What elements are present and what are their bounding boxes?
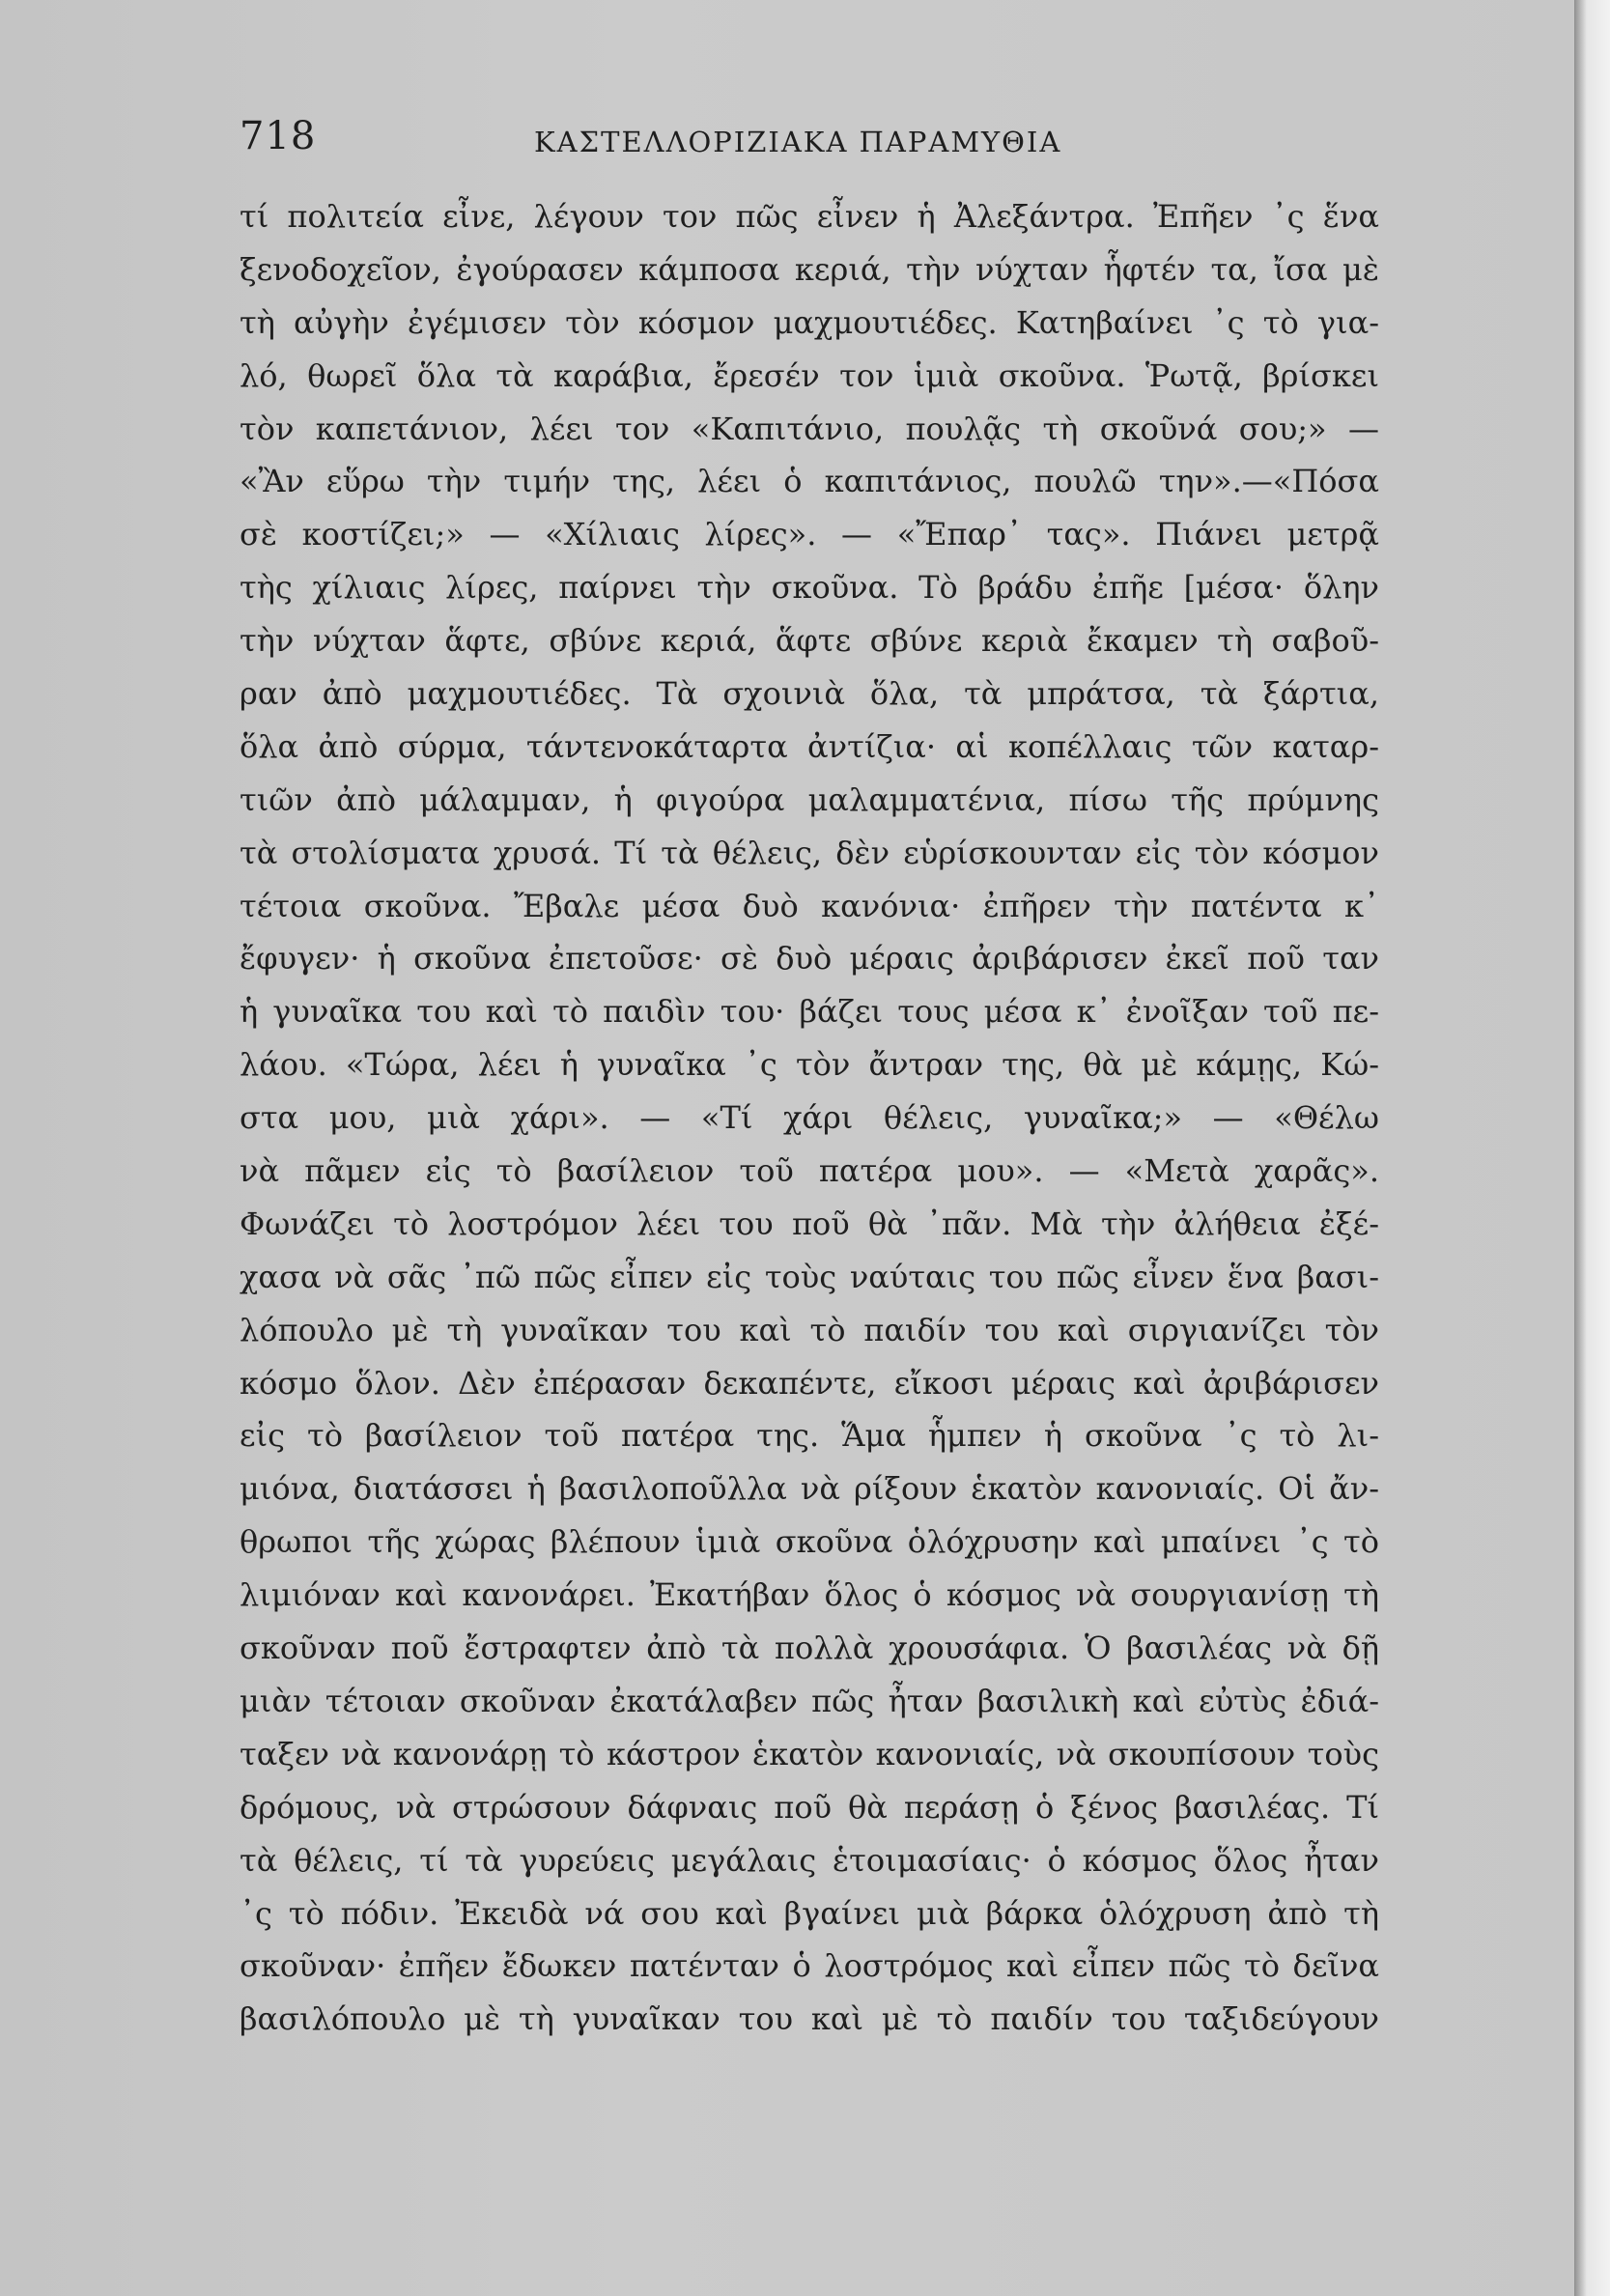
text-line: ὅλα ἀπὸ σύρμα, τάντενοκάταρτα ἀντίζια· αἱ κοπέλλαις τῶν καταρ- [240, 727, 1379, 765]
text-line: ταξεν νὰ κανονάρῃ τὸ κάστρον ἑκατὸν κανονιαίς, νὰ σκουπίσουν τοὺς [240, 1735, 1379, 1772]
text-line: τὴ αὐγὴν ἐγέμισεν τὸν κόσμον μαχμουτιέδες. Κατηβαίνει ᾽ς τὸ για- [240, 303, 1379, 341]
text-line: μιόνα, διατάσσει ἡ βασιλοποῦλλα νὰ ρίξουν ἑκατὸν κανονιαίς. Οἱ ἄν- [240, 1470, 1379, 1508]
text-line: τὴν νύχταν ἅφτε, σβύνε κεριά, ἅφτε σβύνε κεριὰ ἔκαμεν τὴ σαβοῦ- [240, 622, 1379, 660]
text-line: τέτοια σκοῦνα. Ἔβαλε μέσα δυὸ κανόνια· ἐπῆρεν τὴν πατέντα κ᾽ [240, 887, 1379, 924]
text-line: τὰ θέλεις, τί τὰ γυρεύεις μεγάλαις ἑτοιμασίαις· ὁ κόσμος ὅλος ἦταν [240, 1841, 1379, 1879]
text-line: ᾽ς τὸ πόδιν. Ἐκειδὰ νά σου καὶ βγαίνει μιὰ βάρκα ὁλόχρυση ἀπὸ τὴ [240, 1894, 1379, 1932]
text-line: λάου. «Τώρα, λέει ἡ γυναῖκα ᾽ς τὸν ἄντραν της, θὰ μὲ κάμῃς, Κώ- [240, 1046, 1379, 1084]
text-line: μιὰν τέτοιαν σκοῦναν ἐκατάλαβεν πῶς ἦταν βασιλικὴ καὶ εὐτὺς ἐδιά- [240, 1682, 1379, 1719]
body-text [240, 190, 1379, 2046]
page-number: 718 [240, 114, 317, 158]
text-line: Φωνάζει τὸ λοστρόμον λέει του ποῦ θὰ ᾽πᾶν. Μὰ τὴν ἀλήθεια ἐξέ- [240, 1205, 1379, 1242]
text-line: λιμιόναν καὶ κανονάρει. Ἐκατήβαν ὅλος ὁ κόσμος νὰ σουργιανίσῃ τὴ [240, 1576, 1379, 1614]
text-line: ραν ἀπὸ μαχμουτιέδες. Τὰ σχοινιὰ ὅλα, τὰ μπράτσα, τὰ ξάρτια, [240, 675, 1379, 713]
text-line: νὰ πᾶμεν εἰς τὸ βασίλειον τοῦ πατέρα μου». — «Μετὰ χαρᾶς». [240, 1152, 1379, 1190]
text-line: τιῶν ἀπὸ μάλαμμαν, ἡ φιγούρα μαλαμματένια, πίσω τῆς πρύμνης [240, 780, 1379, 818]
text-line: βασιλόπουλο μὲ τὴ γυναῖκαν του καὶ μὲ τὸ παιδίν του ταξιδεύγουν [240, 2000, 1379, 2038]
running-title: ΚΑΣΤΕΛΛΟΡΙΖΙΑΚΑ ΠΑΡΑΜΥΘΙΑ [534, 126, 1062, 158]
text-line: κόσμο ὅλον. Δὲν ἐπέρασαν δεκαπέντε, εἴκοσι μέραις καὶ ἀριβάρισεν [240, 1364, 1379, 1402]
text-line: ἔφυγεν· ἡ σκοῦνα ἐπετοῦσε· σὲ δυὸ μέραις ἀριβάρισεν ἐκεῖ ποῦ ταν [240, 940, 1379, 978]
text-line: τί πολιτεία εἶνε, λέγουν τον πῶς εἶνεν ἡ Ἀλεξάντρα. Ἐπῆεν ᾽ς ἕνα [240, 198, 1379, 235]
text-line: σκοῦναν ποῦ ἔστραφτεν ἀπὸ τὰ πολλὰ χρουσάφια. Ὁ βασιλέας νὰ δῇ [240, 1630, 1379, 1667]
text-line: χασα νὰ σᾶς ᾽πῶ πῶς εἶπεν εἰς τοὺς ναύταις του πῶς εἶνεν ἕνα βασι- [240, 1258, 1379, 1295]
text-line: θρωποι τῆς χώρας βλέπουν ἱμιὰ σκοῦνα ὁλόχρυσην καὶ μπαίνει ᾽ς τὸ [240, 1523, 1379, 1561]
text-line: ἡ γυναῖκα του καὶ τὸ παιδὶν του· βάζει τους μέσα κ᾽ ἐνοῖξαν τοῦ πε- [240, 993, 1379, 1031]
text-line: δρόμους, νὰ στρώσουν δάφναις ποῦ θὰ περάσῃ ὁ ξένος βασιλέας. Τί [240, 1788, 1379, 1826]
text-line: λό, θωρεῖ ὅλα τὰ καράβια, ἔρεσέν τον ἱμιὰ σκοῦνα. Ῥωτᾷ, βρίσκει [240, 356, 1379, 394]
text-line: εἰς τὸ βασίλειον τοῦ πατέρα της. Ἅμα ἧμπεν ἡ σκοῦνα ᾽ς τὸ λι- [240, 1417, 1379, 1455]
page-edge [1574, 0, 1610, 2296]
text-line: λόπουλο μὲ τὴ γυναῖκαν του καὶ τὸ παιδίν του καὶ σιργιανίζει τὸν [240, 1311, 1379, 1348]
text-line: ξενοδοχεῖον, ἐγούρασεν κάμποσα κεριά, τὴν νύχταν ἧφτέν τα, ἴσα μὲ [240, 250, 1379, 288]
text-line: τὴς χίλιαις λίρες, παίρνει τὴν σκοῦνα. Τὸ βράδυ ἐπῆε [μέσα· ὅλην [240, 569, 1379, 607]
text-line: στα μου, μιὰ χάρι». — «Τί χάρι θέλεις, γυναῖκα;» — «Θέλω [240, 1099, 1379, 1137]
text-line: τὰ στολίσματα χρυσά. Τί τὰ θέλεις, δὲν εὑρίσκουνταν εἰς τὸν κόσμον [240, 834, 1379, 871]
page-header [240, 114, 1379, 172]
text-line: τὸν καπετάνιον, λέει τον «Καπιτάνιο, πουλᾷς τὴ σκοῦνά σου;» — [240, 410, 1379, 447]
text-line: σὲ κοστίζει;» — «Χίλιαις λίρες». — «Ἔπαρ᾽ τας». Πιάνει μετρᾷ [240, 516, 1379, 553]
text-line: σκοῦναν· ἐπῆεν ἔδωκεν πατένταν ὁ λοστρόμος καὶ εἶπεν πῶς τὸ δεῖνα [240, 1947, 1379, 1985]
text-line: «Ἂν εὕρω τὴν τιμήν της, λέει ὁ καπιτάνιος, πουλῶ την».—«Πόσα [240, 463, 1379, 500]
